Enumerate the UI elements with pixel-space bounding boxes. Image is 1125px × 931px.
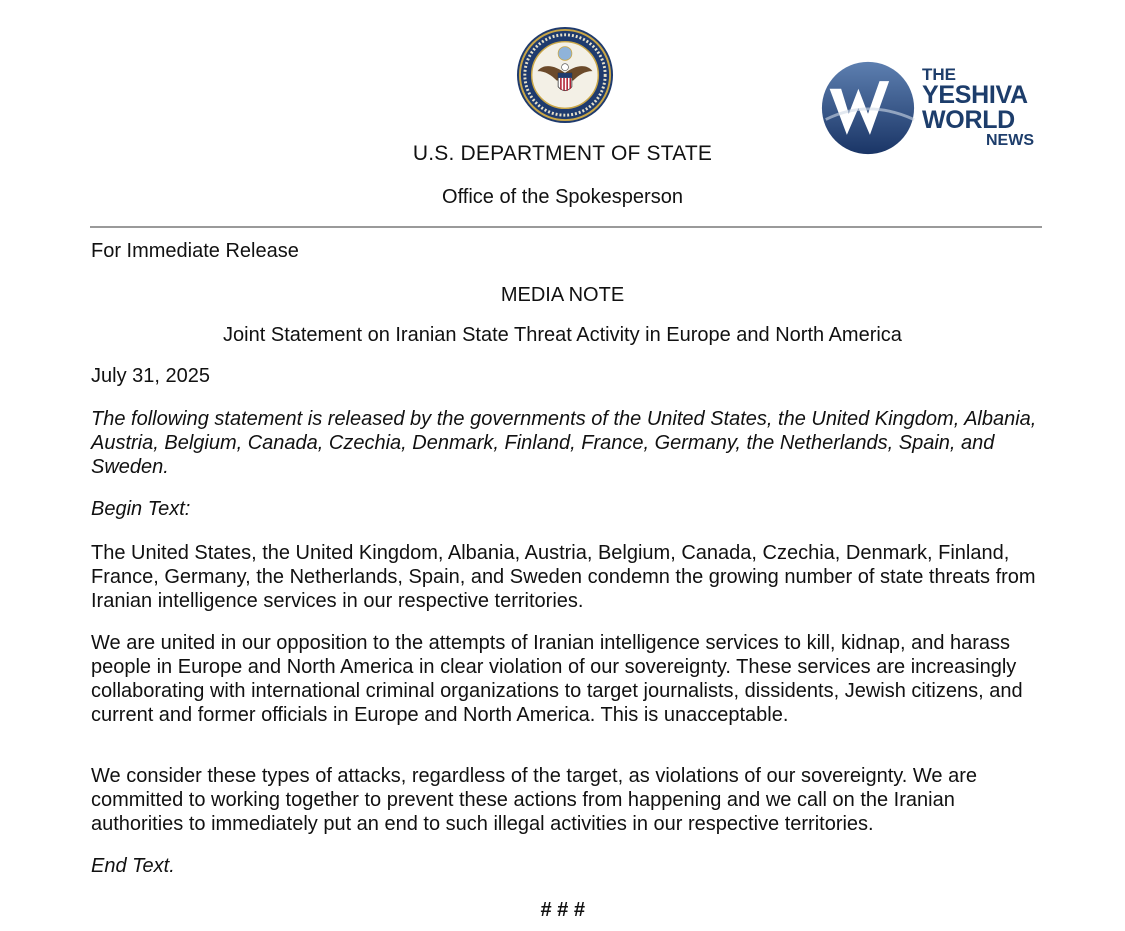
ywn-world: WORLD: [922, 106, 1015, 134]
intro-statement: The following statement is released by the governments of the United States, the United Kingdom, Albania, Austria, Belgium, Canada, Czechia, Denmark, Finland, France, Germany, the Netherlands, Spain, and Sweden.: [91, 408, 1037, 478]
body-paragraph: The United States, the United Kingdom, Albania, Austria, Belgium, Canada, Czechia, Denmark, Finland, France, Germany, the Netherlands, Spain, and Sweden condemn the growing number of state threats from Iranian intelligence services in our respective territories.: [91, 542, 1036, 612]
end-text-label: End Text.: [91, 855, 175, 877]
ywn-the: THE: [922, 65, 956, 84]
body-paragraph: We consider these types of attacks, regardless of the target, as violations of our sovereignty. We are committed to working together to prevent these actions from happening and we call on the Iranian authorities to immediately put an end to such illegal activities in our respective territories.: [91, 765, 978, 835]
closing-marks: # # #: [540, 899, 585, 921]
body-paragraph: We are united in our opposition to the attempts of Iranian intelligence services to kill, kidnap, and harass people in Europe and North America in clear violation of our sovereignty. These services are increasingly collaborating with international criminal organizations to target journalists, dissidents, Jewish citizens, and current and former officials in Europe and North America. This is unacceptable.: [91, 632, 1023, 726]
ywn-news: NEWS: [986, 132, 1034, 149]
department-title: U.S. DEPARTMENT OF STATE: [412, 142, 713, 165]
ywn-yeshiva: YESHIVA: [922, 81, 1028, 109]
document-date: July 31, 2025: [91, 365, 210, 387]
header-divider: [90, 226, 1042, 228]
office-title: Office of the Spokesperson: [442, 186, 683, 208]
document-type: MEDIA NOTE: [500, 284, 625, 306]
ywn-wordmark: [922, 66, 1034, 149]
release-line: For Immediate Release: [91, 240, 299, 262]
document-title: Joint Statement on Iranian State Threat Activity in Europe and North America: [223, 324, 902, 346]
begin-text-label: Begin Text:: [91, 498, 191, 520]
state-department-seal-logo: [516, 26, 614, 124]
